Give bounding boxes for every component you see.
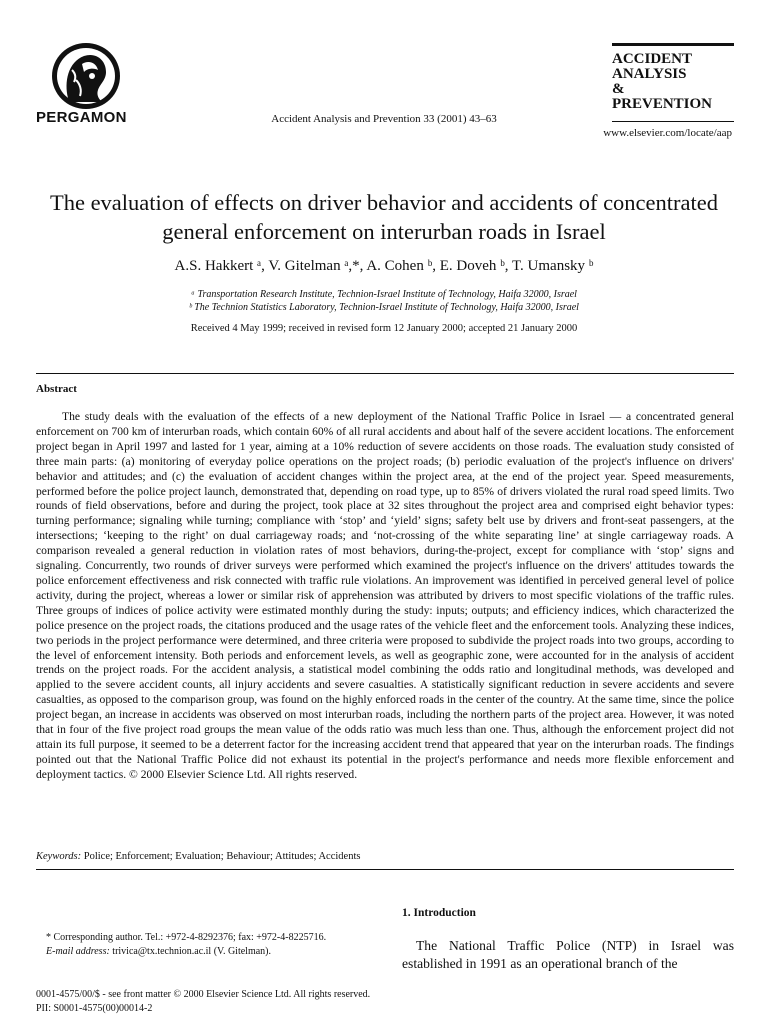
paper-title: The evaluation of effects on driver behavior and accidents of concentrated general enforcement on interurban roads in Israel [49,190,719,244]
keywords-list: Police; Enforcement; Evaluation; Behaviour; Attitudes; Accidents [81,851,361,862]
abstract-heading: Abstract [36,383,77,395]
journal-title-line: PREVENTION [612,96,713,112]
copyright-line: 0001-4575/00/$ - see front matter © 2000 Elsevier Science Ltd. All rights reserved. [36,989,371,1000]
email-label: E-mail address: [46,946,110,957]
author-list: A.S. Hakkert ᵃ, V. Gitelman ᵃ,*, A. Cohen ᵇ, E. Doveh ᵇ, T. Umansky ᵇ [174,258,594,274]
divider [36,869,734,870]
received-dates: Received 4 May 1999; received in revised form 12 January 2000; accepted 21 January 2000 [190,323,578,334]
keywords-label: Keywords: [36,851,82,862]
affiliation-b: ᵇ The Technion Statistics Laboratory, Technion-Israel Institute of Technology, Haifa 32000, Israel [189,302,579,313]
email-address: trivica@tx.technion.ac.il (V. Gitelman). [109,946,271,957]
pii-line: PII: S0001-4575(00)00014-2 [36,1003,153,1014]
publisher-name: PERGAMON [36,109,127,126]
journal-title-line: & [612,81,625,97]
corresponding-footnote [36,931,371,959]
journal-title-line: ACCIDENT [612,51,693,67]
journal-title-line: ANALYSIS [612,66,687,82]
journal-rule [612,121,734,122]
introduction-heading: 1. Introduction [402,907,476,919]
divider [36,373,734,374]
journal-title [612,43,734,112]
corresponding-author: * Corresponding author. Tel.: +972-4-8292376; fax: +972-4-8225716. [46,932,327,943]
journal-website-link[interactable]: www.elsevier.com/locate/aap [603,127,732,139]
abstract-text: The study deals with the evaluation of the effects of a new deployment of the National Traffic Police in Israel — a concentrated general enforcement on 700 km of interurban roads, which contain 60% of all rural accidents and about half of the severe accident locations. The enforcement project began in April 1997 and lasted for 1 year, aiming at a 10% reduction of severe accidents on those roads. The evaluation study consisted of three main parts: (a) monitoring of everyday police operations on the project roads; (b) periodic evaluation of the project's influence on drivers' behavior and attitudes; and (c) the evaluation of accident changes within the project area, at the end of the project year. Speed measurements, performed before the police project launch, demonstrated that, depending on road type, up to 85% of drivers violated the rural road speed limits. Two rounds of field observations, before and during the project, took place at 32 sites throughout the project area and comprised eight behavior types: turning performance; signaling while turning; compliance with ‘stop’ and ‘yield’ signs; safety belt use by drivers and front-seat passengers, at the intersections; ‘keeping to the right’ on dual carriageway roads; and ‘not-crossing of the white separating line’ at single carriageway roads. A comparison revealed a general reduction in violation rates of most behaviors, during-the-project, except for compliance with ‘stop’ signs and signaling. Concurrently, two rounds of driver surveys were performed which examined the project's influence on the drivers' attitudes towards the police enforcement effectiveness and risk connected with traffic rule violations. An improvement was identified in perceived general level of police activity, during the project, whereas a lower or similar risk of apprehension was attributed by drivers to most specific violations of the traffic rules. Three groups of indices of police activity were estimated monthly during the study: inputs; outputs; and efficiency indices, which characterized the police presence on the project roads, the citations produced and the usage rates of the vehicle fleet and the enforcement tools. Analyzing these indices, two periods in the project performance were determined, and three criteria were proposed to subdivide the project roads into two groups, according to the level of enforcement intensity. Both periods and enforcement levels, as well as geographic zone, were accounted for in the analysis of accident trends on the project roads. For the accident analysis, a statistical model combining the odds ratio and longitudinal methods, was developed and applied to the severe accident counts, all injury accidents and severe casualties. A statistically significant reduction in severe accidents and severe casualties, as opposed to the comparison group, was found on the highly enforced roads in the center of the country. At the same time, since the police project began, an increase in accidents was observed on most interurban roads, including the northern parts of the project area. However, it was noted that in four of the five project road groups the mean value of the odds ratio was much less than one. Thus, although the enforcement project did not attain its full purpose, it seemed to be a deterrent factor for the increasing accident trend that appeared that year on the interurban roads. The findings pointed out that the National Traffic Police did not exhaust its potential in the project's performance and needs more flexible enforcement and deployment tactics. © 2000 Elsevier Science Ltd. All rights reserved. [36,410,734,781]
introduction-text: The National Traffic Police (NTP) in Israel was established in 1991 as an operational branch of the [402,938,734,971]
keywords [36,851,360,862]
affiliation-a: ᵃ Transportation Research Institute, Technion-Israel Institute of Technology, Haifa 32000, Israel [191,289,577,300]
journal-citation: Accident Analysis and Prevention 33 (2001) 43–63 [271,113,497,125]
